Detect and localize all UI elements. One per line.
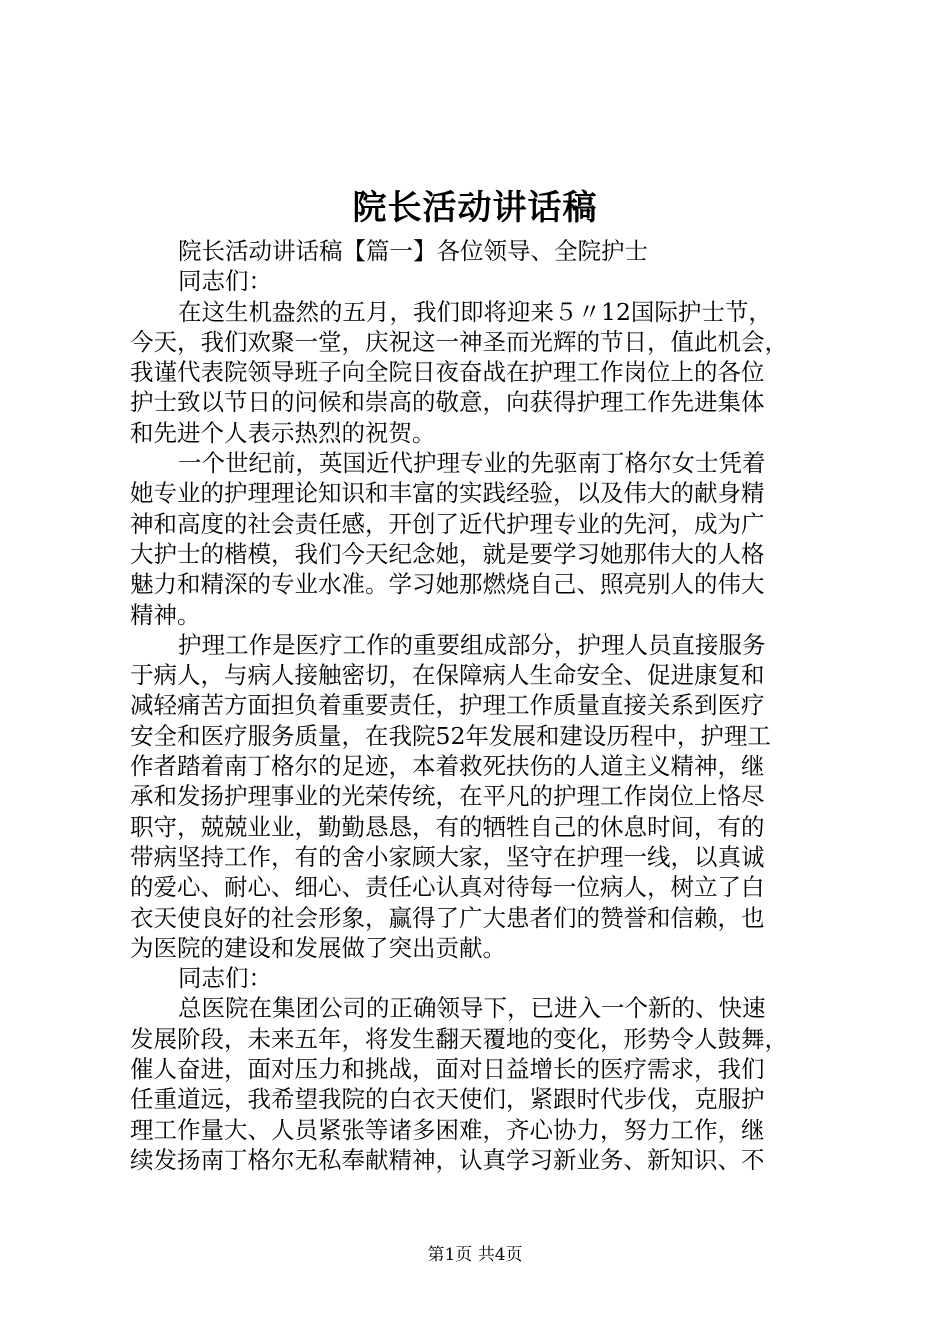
text-line: 任重道远，我希望我院的白衣天使们，紧跟时代步伐，克服护 [130,1085,765,1114]
text-line: 同志们： [178,964,272,993]
text-line: 神和高度的社会责任感，开创了近代护理专业的先河，成为广 [130,509,765,538]
text-line: 大护士的楷模，我们今天纪念她，就是要学习她那伟大的人格 [130,539,765,568]
text-line: 承和发扬护理事业的光荣传统，在平凡的护理工作岗位上恪尽 [130,782,765,811]
text-line: 职守，兢兢业业，勤勤恳恳，有的牺牲自己的休息时间，有的 [130,812,765,841]
text-line: 减轻痛苦方面担负着重要责任，护理工作质量直接关系到医疗 [130,691,765,720]
page-footer: 第1页 共4页 [427,1245,523,1265]
text-line: 的爱心、耐心、细心、责任心认真对待每一位病人，树立了白 [130,873,765,902]
text-line: 安全和医疗服务质量，在我院52年发展和建设历程中，护理工 [130,721,771,750]
text-line: 带病坚持工作，有的舍小家顾大家，坚守在护理一线，以真诚 [130,842,765,871]
text-line: 续发扬南丁格尔无私奉献精神，认真学习新业务、新知识、不 [130,1145,765,1174]
text-line: 作者踏着南丁格尔的足迹，本着救死扶伤的人道主义精神，继 [130,752,765,781]
text-line: 和先进个人表示热烈的祝贺。 [130,418,436,447]
text-line: 护士致以节日的问候和崇高的敬意，向获得护理工作先进集体 [130,388,765,417]
text-line: 一个世纪前，英国近代护理专业的先驱南丁格尔女士凭着 [178,449,766,478]
text-line: 她专业的护理理论知识和丰富的实践经验，以及伟大的献身精 [130,479,765,508]
text-line: 护理工作是医疗工作的重要组成部分，护理人员直接服务 [178,630,766,659]
text-line: 理工作量大、人员紧张等诸多困难，齐心协力，努力工作，继 [130,1115,765,1144]
document-title: 院长活动讲话稿 [352,188,598,228]
document-body [130,236,834,1175]
text-line: 总医院在集团公司的正确领导下，已进入一个新的、快速 [178,994,766,1023]
text-line: 于病人，与病人接触密切，在保障病人生命安全、促进康复和 [130,661,765,690]
text-line: 为医院的建设和发展做了突出贡献。 [130,933,506,962]
text-line: 在这生机盎然的五月，我们即将迎来５〃12国际护士节， [178,297,772,326]
text-line: 精神。 [130,600,201,629]
text-line: 发展阶段，未来五年，将发生翻天覆地的变化，形势令人鼓舞， [130,1024,788,1053]
text-line: 院长活动讲话稿【篇一】各位领导、全院护士 [178,237,648,265]
text-line: 今天，我们欢聚一堂，庆祝这一神圣而光辉的节日，值此机会， [130,327,788,356]
text-line: 催人奋进，面对压力和挑战，面对日益增长的医疗需求，我们 [130,1055,765,1084]
text-line: 我谨代表院领导班子向全院日夜奋战在护理工作岗位上的各位 [130,358,765,387]
text-line: 衣天使良好的社会形象，赢得了广大患者们的赞誉和信赖，也 [130,903,765,932]
text-line: 魅力和精深的专业水准。学习她那燃烧自己、照亮别人的伟大 [130,570,765,599]
text-line: 同志们： [178,267,272,296]
